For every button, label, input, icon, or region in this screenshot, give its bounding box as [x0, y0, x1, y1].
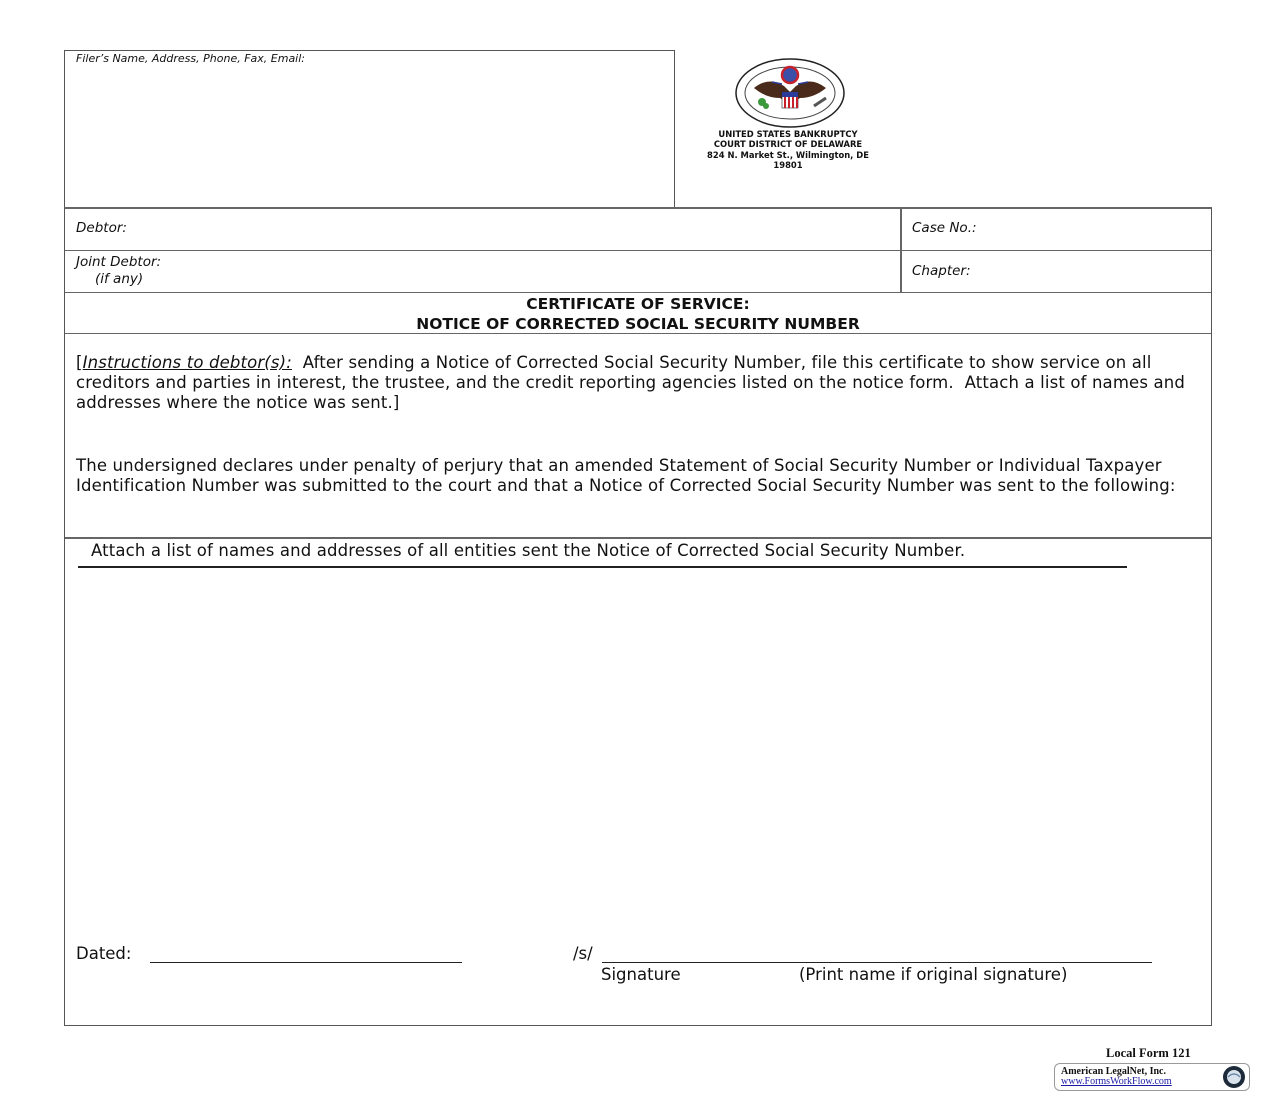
joint-debtor-note: (if any)	[95, 271, 144, 287]
debtor-field[interactable]	[65, 209, 900, 250]
section-divider	[65, 537, 1211, 539]
instructions-bracket: [	[76, 353, 83, 372]
form-title-line-2: NOTICE OF CORRECTED SOCIAL SECURITY NUMBER	[416, 315, 860, 333]
joint-debtor-row	[65, 251, 1211, 293]
debtor-label: Debtor:	[76, 220, 127, 236]
filer-info-label: Filer’s Name, Address, Phone, Fax, Email:	[76, 52, 305, 65]
signature-prefix: /s/	[573, 944, 593, 963]
attach-underline	[78, 566, 1127, 568]
attach-instruction: Attach a list of names and addresses of all entities sent the Notice of Corrected Social Security Number.	[91, 541, 966, 560]
court-seal-eagle-icon	[734, 58, 846, 128]
signature-label: Signature	[601, 965, 681, 984]
form-title	[65, 293, 1211, 334]
date-field[interactable]	[150, 962, 462, 963]
chapter-label: Chapter:	[912, 263, 971, 279]
column-divider	[900, 209, 902, 293]
vendor-name: American LegalNet, Inc.	[1061, 1066, 1166, 1077]
joint-debtor-field[interactable]	[65, 251, 900, 292]
dated-label: Dated:	[76, 944, 132, 963]
form-title-line-1: CERTIFICATE OF SERVICE:	[526, 295, 750, 313]
instructions-heading: Instructions to debtor(s):	[82, 353, 292, 372]
attachment-list-area[interactable]	[65, 571, 1211, 931]
declaration-paragraph: The undersigned declares under penalty of perjury that an amended Statement of Social Security Number or Individual Taxpayer Identification Number was submitted to the court and that a Notice of Corrected Social Security Number was sent to the following:	[76, 456, 1176, 495]
case-no-label: Case No.:	[912, 220, 977, 236]
instructions-paragraph	[76, 353, 1196, 413]
case-no-field[interactable]	[901, 209, 1211, 250]
globe-logo-icon	[1221, 1065, 1247, 1089]
filer-info-box[interactable]	[64, 50, 675, 207]
court-zip: 19801	[773, 159, 803, 170]
signature-field[interactable]	[602, 962, 1152, 963]
court-line-1: UNITED STATES BANKRUPTCY	[718, 129, 858, 139]
form-id: Local Form 121	[1106, 1046, 1191, 1060]
vendor-url-link[interactable]: www.FormsWorkFlow.com	[1061, 1076, 1172, 1087]
vendor-badge[interactable]	[1054, 1063, 1250, 1091]
debtor-row	[65, 209, 1211, 251]
court-line-2: COURT DISTRICT OF DELAWARE	[713, 139, 863, 150]
court-header	[676, 50, 900, 207]
certificate-form	[64, 207, 1212, 1026]
court-name	[676, 129, 900, 170]
court-address: 824 N. Market St., Wilmington, DE	[707, 149, 869, 160]
chapter-field[interactable]	[901, 251, 1211, 292]
instructions-text: After sending a Notice of Corrected Social Security Number, file this certificate to show service on all creditors and parties in interest, the trustee, and the credit reporting agencies listed on the notice form. Attach a list of names and addresses where the notice was sent.]	[76, 353, 1191, 412]
print-name-label: (Print name if original signature)	[799, 965, 1068, 984]
joint-debtor-label: Joint Debtor:	[76, 254, 162, 270]
